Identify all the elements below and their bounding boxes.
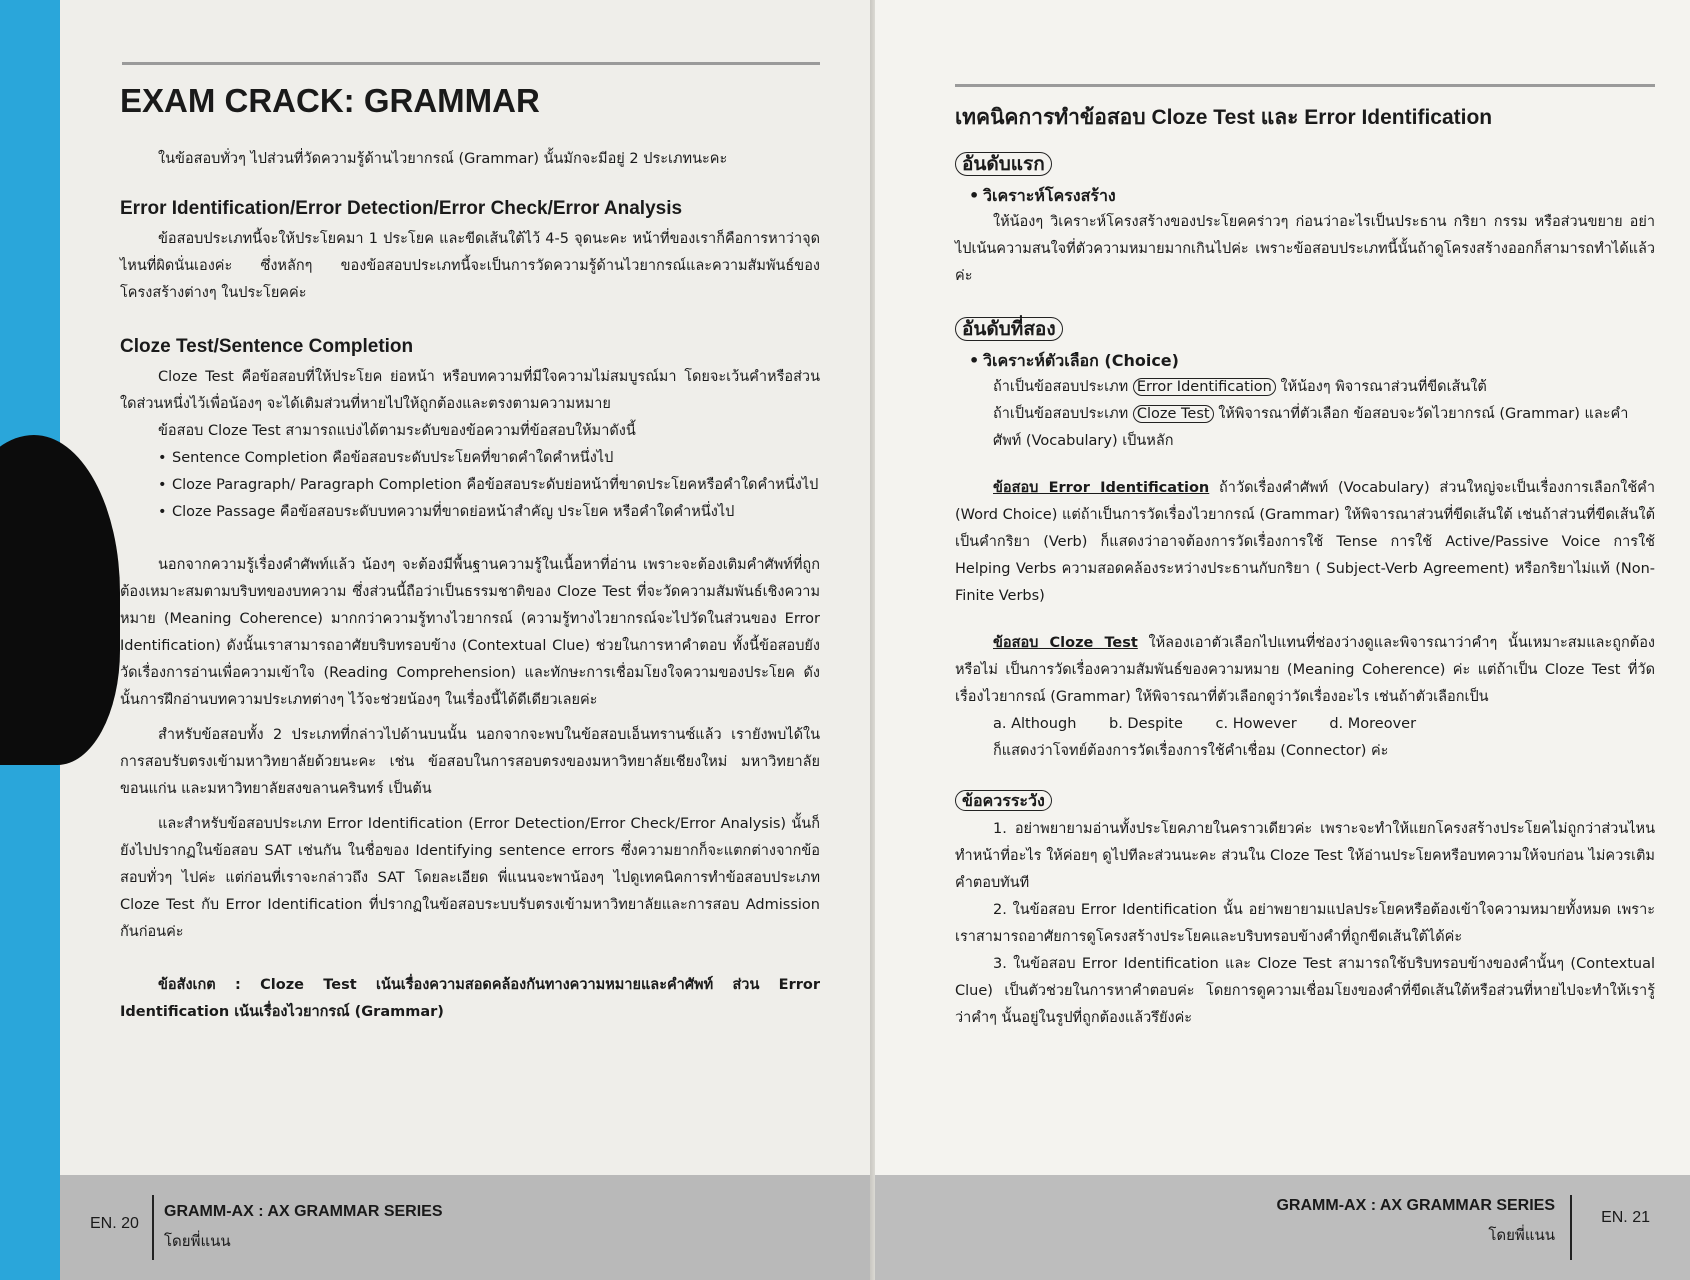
circled-term: Error Identification: [1133, 378, 1276, 396]
vocabulary-paragraph: นอกจากความรู้เรื่องคำศัพท์แล้ว น้องๆ จะต้องมีพื้นฐานความรู้ในเนื้อหาที่อ่าน เพราะจะต้องเติมคำศัพท์ที่ถูกต้องเหมาะสมตามบริบทของบทความ ซึ่งส่วนนี้ถือว่าเป็นธรรมชาติของ Cloze Test ที่จะวัดความสัมพันธ์เชิงความหมาย (Meaning Coherence) มากกว่าความรู้ทางไวยากรณ์ (ความรู้ทางไวยากรณ์จะไปวัดในส่วนของ Error Identification) ดังนั้นเราสามารถอาศัยบริบทรอบข้าง (Contextual Clue) ช่วยในการหาคำตอบ ทั้งนี้ข้อสอบยังวัดเรื่องการอ่านเพื่อความเข้าใจ (Reading Comprehension) และทักษะการเชื่อมโยงใจความของประโยค ดังนั้นการฝึกอ่านบทความประเภทต่างๆ ไว้จะช่วยน้องๆ ในเรื่องนี้ได้ดีเดียวเลยค่ะ: [120, 557, 820, 708]
cloze-levels-intro: ข้อสอบ Cloze Test สามารถแบ่งได้ตามระดับของข้อความที่ข้อสอบให้มาดังนี้: [158, 423, 636, 439]
step-subtitle: • วิเคราะห์ตัวเลือก (Choice): [969, 347, 1655, 374]
list-item: • Cloze Paragraph/ Paragraph Completion คือข้อสอบระดับย่อหน้าที่ขาดประโยคหรือคำใดคำหนึ่งไป: [158, 472, 820, 499]
series-name: GRAMM-AX : AX GRAMMAR SERIES: [164, 1203, 443, 1220]
choice-item: c. However: [1215, 716, 1297, 732]
right-footer: [875, 1175, 1690, 1280]
choice-line-cloze: [955, 401, 1655, 455]
page-title: EXAM CRACK: GRAMMAR: [120, 82, 540, 119]
exam-types-paragraph: สำหรับข้อสอบทั้ง 2 ประเภทที่กล่าวไปด้านบนนั้น นอกจากจะพบในข้อสอบเอ็นทรานซ์แล้ว เรายังพบได้ในการสอบรับตรงเข้ามหาวิทยาลัยด้วยนะคะ เช่น ข้อสอบในการสอบตรงของมหาวิทยาลัยเชียงใหม่ มหาวิทยาลัยขอนแก่น และมหาวิทยาลัยสงขลานครินทร์ เป็นต้น: [120, 727, 820, 797]
connector-conclusion: ก็แสดงว่าโจทย์ต้องการวัดเรื่องการใช้คำเชื่อม (Connector) ค่ะ: [993, 743, 1389, 759]
choice-item: a. Although: [993, 716, 1077, 732]
author-name: โดยพี่แนน: [164, 1232, 231, 1250]
cloze-levels-list: [120, 445, 820, 526]
page-title: เทคนิคการทำข้อสอบ Cloze Test และ Error Identification: [955, 106, 1493, 129]
cloze-test-paragraph: [955, 630, 1655, 711]
page-number: EN. 20: [90, 1215, 139, 1232]
left-page: [60, 0, 875, 1280]
text: ถ้าเป็นข้อสอบประเภท: [993, 379, 1129, 395]
right-page: [875, 0, 1690, 1280]
error-identification-paragraph: [955, 475, 1655, 610]
text: ถ้าเป็นข้อสอบประเภท: [993, 406, 1129, 422]
step-list: [955, 182, 1655, 209]
choice-line-error: [955, 374, 1655, 401]
page-number: EN. 21: [1601, 1209, 1650, 1226]
section-body-error-identification: ข้อสอบประเภทนี้จะให้ประโยคมา 1 ประโยค และขีดเส้นใต้ไว้ 4-5 จุดนะคะ หน้าที่ของเราก็คือการหาว่าจุดไหนที่ผิดนั่นเองค่ะ ซึ่งหลักๆ ของข้อสอบประเภทนี้จะเป็นการวัดความรู้ด้านไวยากรณ์และความสัมพันธ์ของโครงสร้างต่างๆ ในประโยคค่ะ: [120, 231, 820, 301]
step-body: ให้น้องๆ วิเคราะห์โครงสร้างของประโยคคร่าวๆ ก่อนว่าอะไรเป็นประธาน กริยา กรรม หรือส่วนขยาย อย่าไปเน้นความสนใจที่ตัวความหมายมากเกินไปค่ะ เพราะข้อสอบประเภทนี้นั้นถ้าดูโครงสร้างออกก็สามารถทำได้แล้วค่ะ: [955, 214, 1655, 284]
left-content: [120, 146, 820, 1026]
author-name: โดยพี่แนน: [1488, 1226, 1555, 1244]
top-rule: [122, 62, 820, 65]
list-item: • Sentence Completion คือข้อสอบระดับประโยคที่ขาดคำใดคำหนึ่งไป: [158, 445, 820, 472]
top-rule: [955, 84, 1655, 87]
left-footer: [60, 1175, 875, 1280]
right-content: [955, 104, 1655, 1032]
footer-divider: [152, 1195, 154, 1260]
caution-item: 3. ในข้อสอบ Error Identification และ Cloze Test สามารถใช้บริบทรอบข้างของคำนั้นๆ (Contextual Clue) เป็นตัวช่วยในการหาคำตอบค่ะ โดยการดูความเชื่อมโยงของคำที่ขีดเส้นใต้หรือส่วนที่หายไปจะทำให้เรารู้ว่าคำๆ นั้นอยู่ในรูปที่ถูกต้องแล้วรึยังค่ะ: [955, 956, 1655, 1026]
caution-title: ข้อควรระวัง: [955, 790, 1052, 811]
caution-item: 1. อย่าพยายามอ่านทั้งประโยคภายในคราวเดียวค่ะ เพราะจะทำให้แยกโครงสร้างประโยคไม่ถูกว่าส่วนไหนทำหน้าที่อะไร ให้ค่อยๆ ดูไปทีละส่วนนะคะ ส่วนใน Cloze Test ให้อ่านประโยคหรือบทความให้จบก่อน ไม่ควรเติมคำตอบทันที: [955, 821, 1655, 891]
text: ให้พิจารณาที่ตัวเลือก ข้อสอบจะวัดไวยากรณ์ (Grammar) และคำศัพท์ (Vocabulary) เป็นหลัก: [993, 406, 1629, 449]
text: ถ้าวัดเรื่องคำศัพท์ (Vocabulary) ส่วนใหญ่จะเป็นเรื่องการเลือกใช้คำ (Word Choice) แต่ถ้าเป็นการวัดเรื่องไวยากรณ์ (Grammar) ให้พิจารณาส่วนที่ขีดเส้นใต้ เช่นถ้าส่วนที่ขีดเส้นใต้เป็นคำกริยา (Verb) ก็แสดงว่าอาจต้องการวัดเรื่องการใช้ Tense การใช้ Active/Passive Voice การใช้ Helping Verbs ความสอดคล้องระหว่างประธานกับกริยา ( Subject-Verb Agreement) หรือกริยาไม่แท้ (Non-Finite Verbs): [955, 480, 1656, 604]
choice-item: b. Despite: [1109, 716, 1183, 732]
choice-item: d. Moreover: [1329, 716, 1417, 732]
caution-section: [955, 787, 1655, 1032]
paragraph-lead: ข้อสอบ Error Identification: [993, 480, 1210, 496]
choices-example: [955, 711, 1655, 738]
footer-divider: [1570, 1195, 1572, 1260]
step-list: [955, 347, 1655, 374]
text: ให้น้องๆ พิจารณาส่วนที่ขีดเส้นใต้: [1280, 379, 1487, 395]
paragraph-lead: ข้อสอบ Cloze Test: [993, 635, 1138, 651]
sat-paragraph: และสำหรับข้อสอบประเภท Error Identification (Error Detection/Error Check/Error Analysis) นั้นก็ยังไปปรากฏในข้อสอบ SAT เช่นกัน ในชื่อของ Identifying sentence errors ซึ่งความยากก็จะแตกต่างจากข้อสอบทั่วๆ ไปค่ะ แต่ก่อนที่เราจะกล่าวถึง SAT โดยละเอียด พี่แนนจะพาน้องๆ ไปดูเทคนิคการทำข้อสอบประเภท Cloze Test กับ Error Identification ที่ปรากฏในข้อสอบระบบรับตรงเข้ามหาวิทยาลัยและการสอบ Admission กันก่อนค่ะ: [120, 816, 820, 940]
step-title: อันดับที่สอง: [955, 317, 1063, 341]
section-body-cloze-test: Cloze Test คือข้อสอบที่ให้ประโยค ย่อหน้า หรือบทความที่มีใจความไม่สมบูรณ์มา โดยจะเว้นคำหรือส่วนใดส่วนหนึ่งไว้เพื่อน้องๆ จะได้เติมส่วนที่หายไปให้ถูกต้องและตรงตามความหมาย: [120, 369, 820, 412]
intro-paragraph: ในข้อสอบทั่วๆ ไปส่วนที่วัดความรู้ด้านไวยากรณ์ (Grammar) นั้นมักจะมีอยู่ 2 ประเภทนะคะ: [158, 151, 728, 167]
step-title: อันดับแรก: [955, 152, 1052, 176]
section-heading-cloze-test: Cloze Test/Sentence Completion: [120, 336, 414, 357]
first-step: [955, 151, 1655, 290]
step-subtitle: • วิเคราะห์โครงสร้าง: [969, 182, 1655, 209]
note-paragraph: ข้อสังเกต : Cloze Test เน้นเรื่องความสอดคล้องกันทางความหมายและคำศัพท์ ส่วน Error Identification เน้นเรื่องไวยากรณ์ (Grammar): [120, 977, 820, 1020]
second-step: [955, 316, 1655, 455]
text: ให้ลองเอาตัวเลือกไปแทนที่ช่องว่างดูและพิจารณาว่าคำๆ นั้นเหมาะสมและถูกต้องหรือไม่ เป็นการวัดเรื่องความสัมพันธ์ของความหมาย (Meaning Coherence) ค่ะ แต่ถ้าเป็น Cloze Test ที่วัดเรื่องไวยากรณ์ (Grammar) ให้พิจารณาที่ตัวเลือกดูว่าวัดเรื่องอะไร เช่นถ้าตัวเลือกเป็น: [955, 635, 1655, 705]
caution-item: 2. ในข้อสอบ Error Identification นั้น อย่าพยายามแปลประโยคหรือต้องเข้าใจความหมายทั้งหมด เพราะเราสามารถอาศัยการดูโครงสร้างประโยคและบริบทรอบข้างคำที่ถูกขีดเส้นใต้ได้ค่ะ: [955, 902, 1655, 945]
section-heading-error-identification: Error Identification/Error Detection/Error Check/Error Analysis: [120, 198, 683, 219]
book-spread: [60, 0, 1690, 1280]
series-name: GRAMM-AX : AX GRAMMAR SERIES: [1276, 1197, 1555, 1214]
circled-term: Cloze Test: [1133, 405, 1214, 423]
list-item: • Cloze Passage คือข้อสอบระดับบทความที่ขาดย่อหน้าสำคัญ ประโยค หรือคำใดคำหนึ่งไป: [158, 499, 820, 526]
